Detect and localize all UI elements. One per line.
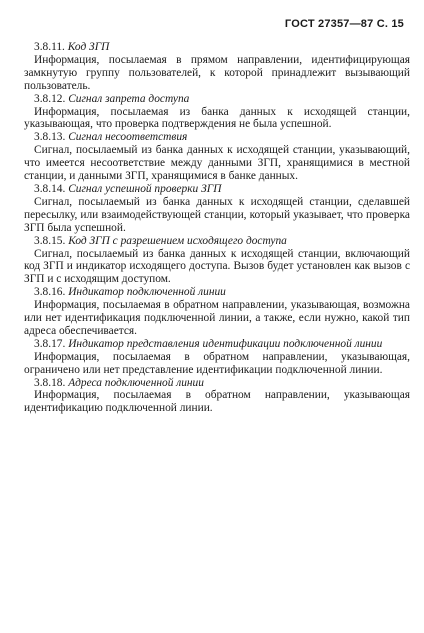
- section-title: Сигнал несоответствия: [68, 131, 188, 144]
- section-heading: [24, 41, 410, 54]
- section-number: 3.8.16.: [34, 286, 66, 299]
- section-title: Индикатор представления идентификации подключенной линии: [68, 337, 383, 350]
- section-heading: [24, 235, 410, 248]
- section-title: Код ЗГП с разрешением исходящего доступа: [68, 234, 287, 247]
- section-3-8-11: [24, 41, 410, 93]
- section-3-8-12: [24, 93, 410, 132]
- section-text: Информация, посылаемая из банка данных к исходящей станции, указывающая, что проверка подтверждения не была успешной.: [24, 105, 410, 131]
- section-number: 3.8.12.: [34, 92, 66, 105]
- section-number: 3.8.11.: [34, 41, 65, 53]
- section-text: Сигнал, посылаемый из банка данных к исходящей станции, сделавшей пересылку, или взаимодействующей станции, который указывает, что проверка ЗГП была успешной.: [24, 195, 410, 234]
- section-number: 3.8.13.: [34, 131, 66, 144]
- section-title: Сигнал успешной проверки ЗГП: [68, 182, 222, 195]
- section-3-8-13: [24, 131, 410, 183]
- page-header: ГОСТ 27357—87 С. 15: [284, 18, 404, 30]
- section-3-8-17: [24, 338, 410, 377]
- section-heading: [24, 93, 410, 106]
- section-text: Сигнал, посылаемый из банка данных к исходящей станции, включающий код ЗГП и индикатор исходящего доступа. Вызов будет установлен как вызов с ЗГП и с исходящим доступом.: [24, 247, 410, 286]
- document-body: [24, 41, 410, 415]
- section-3-8-18: [24, 377, 410, 416]
- section-heading: [24, 377, 410, 390]
- section-number: 3.8.14.: [34, 182, 66, 195]
- section-text: Сигнал, посылаемый из банка данных к исходящей станции, указывающий, что имеется несоответствие между данными ЗГП, хранящимися в местной станции, и данными ЗГП, хранящимися в банке данных.: [24, 144, 410, 183]
- section-title: Адреса подключенной линии: [68, 376, 204, 389]
- section-text: Информация, посылаемая в обратном направлении, указывающая, возможна или нет идентификация подключенной линии, а также, если нужно, какой тип адреса обеспечивается.: [24, 299, 410, 337]
- section-number: 3.8.15.: [34, 234, 66, 247]
- section-3-8-15: [24, 235, 410, 287]
- section-3-8-16: [24, 286, 410, 338]
- section-3-8-14: [24, 183, 410, 235]
- section-title: Код ЗГП: [67, 41, 110, 53]
- section-text: Информация, посылаемая в обратном направлении, указывающая, ограничено или нет представление идентификации подключенной линии.: [24, 350, 410, 376]
- section-heading: [24, 131, 410, 144]
- section-text: Информация, посылаемая в обратном направлении, указывающая идентификацию подключенной линии.: [24, 389, 410, 415]
- section-text: Информация, посылаемая в прямом направлении, идентифицирующая замкнутую группу пользователей, к которой принадлежит вызывающий пользователь.: [24, 53, 410, 92]
- section-heading: [24, 338, 410, 351]
- section-heading: [24, 183, 410, 196]
- section-heading: [24, 286, 410, 299]
- section-number: 3.8.18.: [34, 376, 66, 389]
- section-number: 3.8.17.: [34, 337, 66, 350]
- section-title: Индикатор подключенной линии: [68, 286, 226, 299]
- section-title: Сигнал запрета доступа: [68, 92, 190, 105]
